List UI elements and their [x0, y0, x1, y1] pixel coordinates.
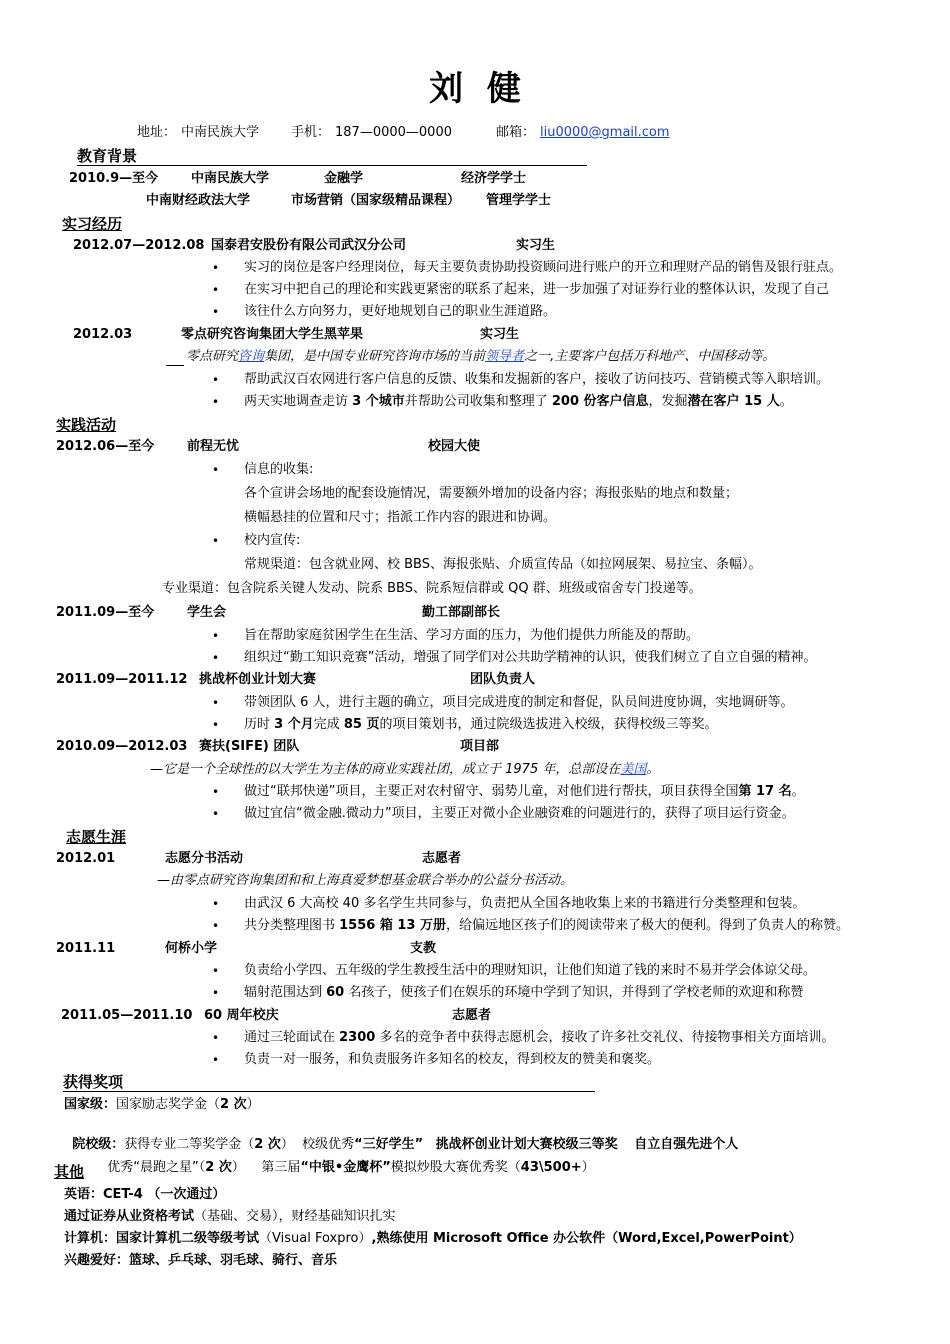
job-bullet: 该往什么方向努力，更好地规划自己的职业生涯道路。: [244, 304, 557, 319]
text: 辐射范围达到: [244, 985, 327, 1000]
section-title-education: 教育背景: [77, 147, 138, 165]
text-bold: 60: [326, 985, 345, 1000]
activity-bullet: 做过宜信“微金融.微动力”项目，主要正对微小企业融资难的问题进行的，获得了项目运行资金。: [244, 806, 795, 821]
text-bold: 3 个月: [274, 717, 314, 732]
text: 优秀“晨跑之星”（: [107, 1160, 206, 1175]
text-bold: 43\500+: [520, 1160, 582, 1175]
text: 两天实地调查走访: [244, 394, 353, 409]
activity-bullet: 旨在帮助家庭贫困学生在生活、学习方面的压力，为他们提供力所能及的帮助。: [244, 628, 700, 643]
award-line-3: [99, 1141, 595, 1177]
bullet-icon: •: [212, 1031, 220, 1045]
text: 做过“联邦快递”项目，主要正对农村留守、弱势儿童，对他们进行帮扶，项目获得全国: [244, 784, 739, 799]
job-company: 零点研究咨询集团大学生黑苹果: [181, 327, 364, 342]
edu-major: 金融学: [324, 171, 364, 186]
text: 通过三轮面试在: [244, 1030, 340, 1045]
activity-date: 2012.06—至今: [56, 439, 155, 454]
volunteer-bullet: 由武汉 6 大高校 40 多名学生共同参与，负责把从全国各地收集上来的书籍进行分类整理和包装。: [244, 896, 806, 911]
contact-email-link[interactable]: liu0000@gmail.com: [540, 125, 670, 140]
edu-date: 2010.9—至今: [69, 171, 159, 186]
text: （Visual Foxpro）: [259, 1231, 372, 1246]
activity-bullet: 校内宣传:: [244, 533, 301, 548]
volunteer-bullet: [244, 1029, 834, 1047]
text: 名孩子，使孩子们在娱乐的环境中学到了知识，并得到了学校老师的欢迎和称赞: [344, 985, 804, 1000]
text-bold: ,熟练使用 Microsoft Office 办公软件（Word,Excel,PowerPoint）: [371, 1231, 802, 1246]
volunteer-role: 志愿者: [452, 1008, 492, 1023]
bullet-icon: •: [212, 373, 220, 387]
contact-phone: 187—0000—0000: [335, 125, 452, 140]
desc-text: —它是一个全球性的以大学生为主体的商业实践社团，成立于 1975 年，总部设在: [150, 762, 621, 777]
volunteer-description: —由零点研究咨询集团和和上海真爱梦想基金联合举办的公益分书活动。: [157, 873, 574, 888]
bullet-icon: •: [212, 1053, 220, 1067]
other-certificate: [64, 1208, 396, 1226]
activity-role: 校园大使: [428, 439, 481, 454]
activity-bullet: [244, 716, 718, 734]
edu-school-2: 中南财经政法大学: [146, 193, 251, 208]
desc-text: 之一,主要客户包括万科地产、中国移动等。: [524, 349, 776, 364]
text-bold: 1556 箱 13 万册: [339, 918, 446, 933]
desc-text: 集团，是中国专业研究咨询市场的当前: [264, 349, 486, 364]
bullet-icon: •: [212, 463, 220, 477]
bullet-icon: •: [212, 919, 220, 933]
text: 共分类整理图书: [244, 918, 340, 933]
bullet-icon: •: [212, 785, 220, 799]
text: 并帮助公司收集和整理了: [404, 394, 552, 409]
job-bullet: 实习的岗位是客户经理岗位，每天主要负责协助投资顾问进行账户的开立和理财产品的销售及银行驻点。: [244, 260, 843, 275]
text-bold: 3 个城市: [352, 394, 405, 409]
activity-org: 挑战杯创业计划大赛: [199, 672, 317, 687]
text-bold: “三好学生”: [354, 1137, 424, 1152]
contact-address: 中南民族大学: [181, 125, 260, 140]
volunteer-org: 志愿分书活动: [165, 851, 244, 866]
desc-text: 。: [646, 762, 660, 777]
text-bold: 篮球、乒乓球、羽毛球、骑行、音乐: [129, 1253, 338, 1268]
contact-email-label: 邮箱：: [496, 125, 536, 140]
text-bold: 200 份客户信息: [551, 394, 649, 409]
activity-role: 团队负责人: [470, 672, 536, 687]
volunteer-org: 60 周年校庆: [204, 1008, 279, 1023]
volunteer-org: 何桥小学: [165, 941, 218, 956]
text: 历时: [244, 717, 275, 732]
volunteer-date: 2012.01: [56, 851, 116, 866]
text-bold: 第 17 名: [738, 784, 792, 799]
desc-link-leader[interactable]: 领导者: [485, 349, 525, 364]
job-bullet: 帮助武汉百农网进行客户信息的反馈、收集和发掘新的客户，接收了访问技巧、营销模式等入职培训。: [244, 372, 830, 387]
text: 的项目策划书，通过院级选拔进入校级，获得校级三等奖。: [379, 717, 718, 732]
resume-name: 刘 健: [429, 69, 521, 109]
other-hobbies: [64, 1252, 337, 1270]
text: ，给偏远地区孩子们的阅读带来了极大的便利。得到了负责人的称赞。: [446, 918, 850, 933]
text: 国家励志奖学金（: [116, 1097, 221, 1112]
bullet-icon: •: [212, 897, 220, 911]
other-label: 英语：: [64, 1187, 104, 1202]
job-role: 实习生: [516, 238, 556, 253]
activity-org: 赛扶(SIFE) 团队: [199, 739, 300, 754]
activity-line: 各个宣讲会场地的配套设施情况，需要额外增加的设备内容；海报张贴的地点和数量；: [244, 486, 739, 501]
bullet-icon: •: [212, 305, 220, 319]
text-bold: 自立自强先进个人: [634, 1137, 739, 1152]
section-divider: [63, 1091, 595, 1092]
job-role: 实习生: [480, 327, 520, 342]
text: 完成: [313, 717, 344, 732]
text: 模拟炒股大赛优秀奖（: [390, 1160, 521, 1175]
section-title-internship: 实习经历: [62, 215, 123, 233]
volunteer-role: 支教: [410, 941, 437, 956]
activity-line: 横幅悬挂的位置和尺寸；指派工作内容的跟进和协调。: [244, 510, 557, 525]
section-title-awards: 获得奖项: [63, 1073, 124, 1091]
text-bold: 通过证券从业资格考试: [64, 1209, 195, 1224]
other-label: 计算机：: [64, 1231, 117, 1246]
volunteer-role: 志愿者: [422, 851, 462, 866]
desc-text: 零点研究: [186, 349, 239, 364]
text: ）: [581, 1160, 595, 1175]
activity-org: 学生会: [187, 605, 227, 620]
activity-date: 2011.09—至今: [56, 605, 155, 620]
section-title-practice: 实践活动: [56, 416, 117, 434]
volunteer-bullet: 负责一对一服务，和负责服务许多知名的校友，得到校友的赞美和褒奖。: [244, 1052, 661, 1067]
volunteer-date: 2011.05—2011.10: [61, 1008, 193, 1023]
activity-role: 项目部: [460, 739, 500, 754]
contact-phone-label: 手机：: [291, 125, 331, 140]
text-bold: 2 次: [220, 1097, 247, 1112]
text-bold: “中银•金鹰杯”: [300, 1160, 391, 1175]
bullet-icon: •: [212, 807, 220, 821]
volunteer-date: 2011.11: [56, 941, 116, 956]
text: ） 第三届: [231, 1160, 301, 1175]
job-date: 2012.03: [73, 327, 133, 342]
activity-bullet: [244, 783, 805, 801]
volunteer-bullet: 负责给小学四、五年级的学生教授生活中的理财知识，让他们知道了钱的来时不易并学会体谅父母。: [244, 963, 817, 978]
bullet-icon: •: [212, 718, 220, 732]
activity-line: 专业渠道：包含院系关键人发动、院系 BBS、院系短信群或 QQ 群、班级或宿舍专门投递等。: [162, 581, 702, 596]
section-title-other: 其他: [54, 1163, 85, 1181]
activity-line: 常规渠道：包含就业网、校 BBS、海报张贴、介质宣传品（如拉网展架、易拉宝、条幅）。: [244, 557, 762, 572]
text-bold: 85 页: [343, 717, 380, 732]
section-title-volunteer: 志愿生涯: [66, 828, 127, 846]
text-bold: CET-4 （一次通过）: [103, 1187, 226, 1202]
job-bullet: [244, 393, 793, 411]
desc-underline: [166, 365, 184, 366]
text-bold: 2 次: [254, 1137, 281, 1152]
volunteer-bullet: [244, 984, 803, 1002]
activity-date: 2010.09—2012.03: [56, 739, 188, 754]
bullet-icon: •: [212, 395, 220, 409]
bullet-icon: •: [212, 986, 220, 1000]
desc-link-consulting[interactable]: 咨询: [238, 349, 265, 364]
job-bullet: 在实习中把自己的理论和实践更紧密的联系了起来，进一步加强了对证券行业的整体认识，发现了自己: [244, 282, 830, 297]
desc-link-usa[interactable]: 美国: [620, 762, 647, 777]
text-bold: 潜在客户 15 人: [687, 394, 780, 409]
section-divider: [77, 165, 587, 166]
volunteer-bullet: [244, 917, 849, 935]
text: 。: [791, 784, 805, 799]
activity-bullet: 带领团队 6 人，进行主题的确立，项目完成进度的制定和督促，队员间进度协调，实地调研等。: [244, 695, 794, 710]
job-description: [186, 348, 775, 366]
activity-bullet: 组织过“勤工知识竞赛”活动，增强了同学们对公共助学精神的认识，使我们树立了自立自强的精神。: [244, 650, 817, 665]
activity-role: 勤工部副部长: [422, 605, 501, 620]
text: 获得专业二等奖学金（: [124, 1137, 255, 1152]
contact-address-label: 地址：: [137, 125, 177, 140]
bullet-icon: •: [212, 629, 220, 643]
text: （基础、交易），财经基础知识扎实: [194, 1209, 396, 1224]
edu-major-2: 市场营销（国家级精品课程）: [291, 193, 461, 208]
award-label: 国家级：: [64, 1097, 117, 1112]
bullet-icon: •: [212, 651, 220, 665]
edu-degree-2: 管理学学士: [486, 193, 552, 208]
edu-degree: 经济学学士: [461, 171, 527, 186]
activity-description: [150, 761, 659, 779]
text-bold: 国家计算机二级等级考试: [116, 1231, 260, 1246]
bullet-icon: •: [212, 696, 220, 710]
edu-school: 中南民族大学: [191, 171, 270, 186]
activity-org: 前程无忧: [187, 439, 240, 454]
text: 。: [779, 394, 793, 409]
text: ）: [246, 1097, 260, 1112]
text: 多名的竞争者中获得志愿机会，接收了许多社交礼仪、待接物事相关方面培训。: [375, 1030, 835, 1045]
award-label: 院校级：: [72, 1137, 125, 1152]
activity-date: 2011.09—2011.12: [56, 672, 188, 687]
bullet-icon: •: [212, 283, 220, 297]
other-computer: [64, 1230, 802, 1248]
bullet-icon: •: [212, 964, 220, 978]
text-bold: 2300: [339, 1030, 376, 1045]
award-national: [64, 1096, 260, 1114]
text-bold: 2 次: [205, 1160, 232, 1175]
activity-bullet: 信息的收集:: [244, 462, 314, 477]
job-date: 2012.07—2012.08: [73, 238, 205, 253]
bullet-icon: •: [212, 261, 220, 275]
other-english: [64, 1186, 225, 1204]
text: ，发掘: [648, 394, 688, 409]
text: ） 校级优秀: [280, 1137, 355, 1152]
bullet-icon: •: [212, 534, 220, 548]
other-label: 兴趣爱好：: [64, 1253, 130, 1268]
text-bold: 挑战杯创业计划大赛校级三等奖: [435, 1137, 618, 1152]
job-company: 国泰君安股份有限公司武汉分公司: [211, 238, 407, 253]
